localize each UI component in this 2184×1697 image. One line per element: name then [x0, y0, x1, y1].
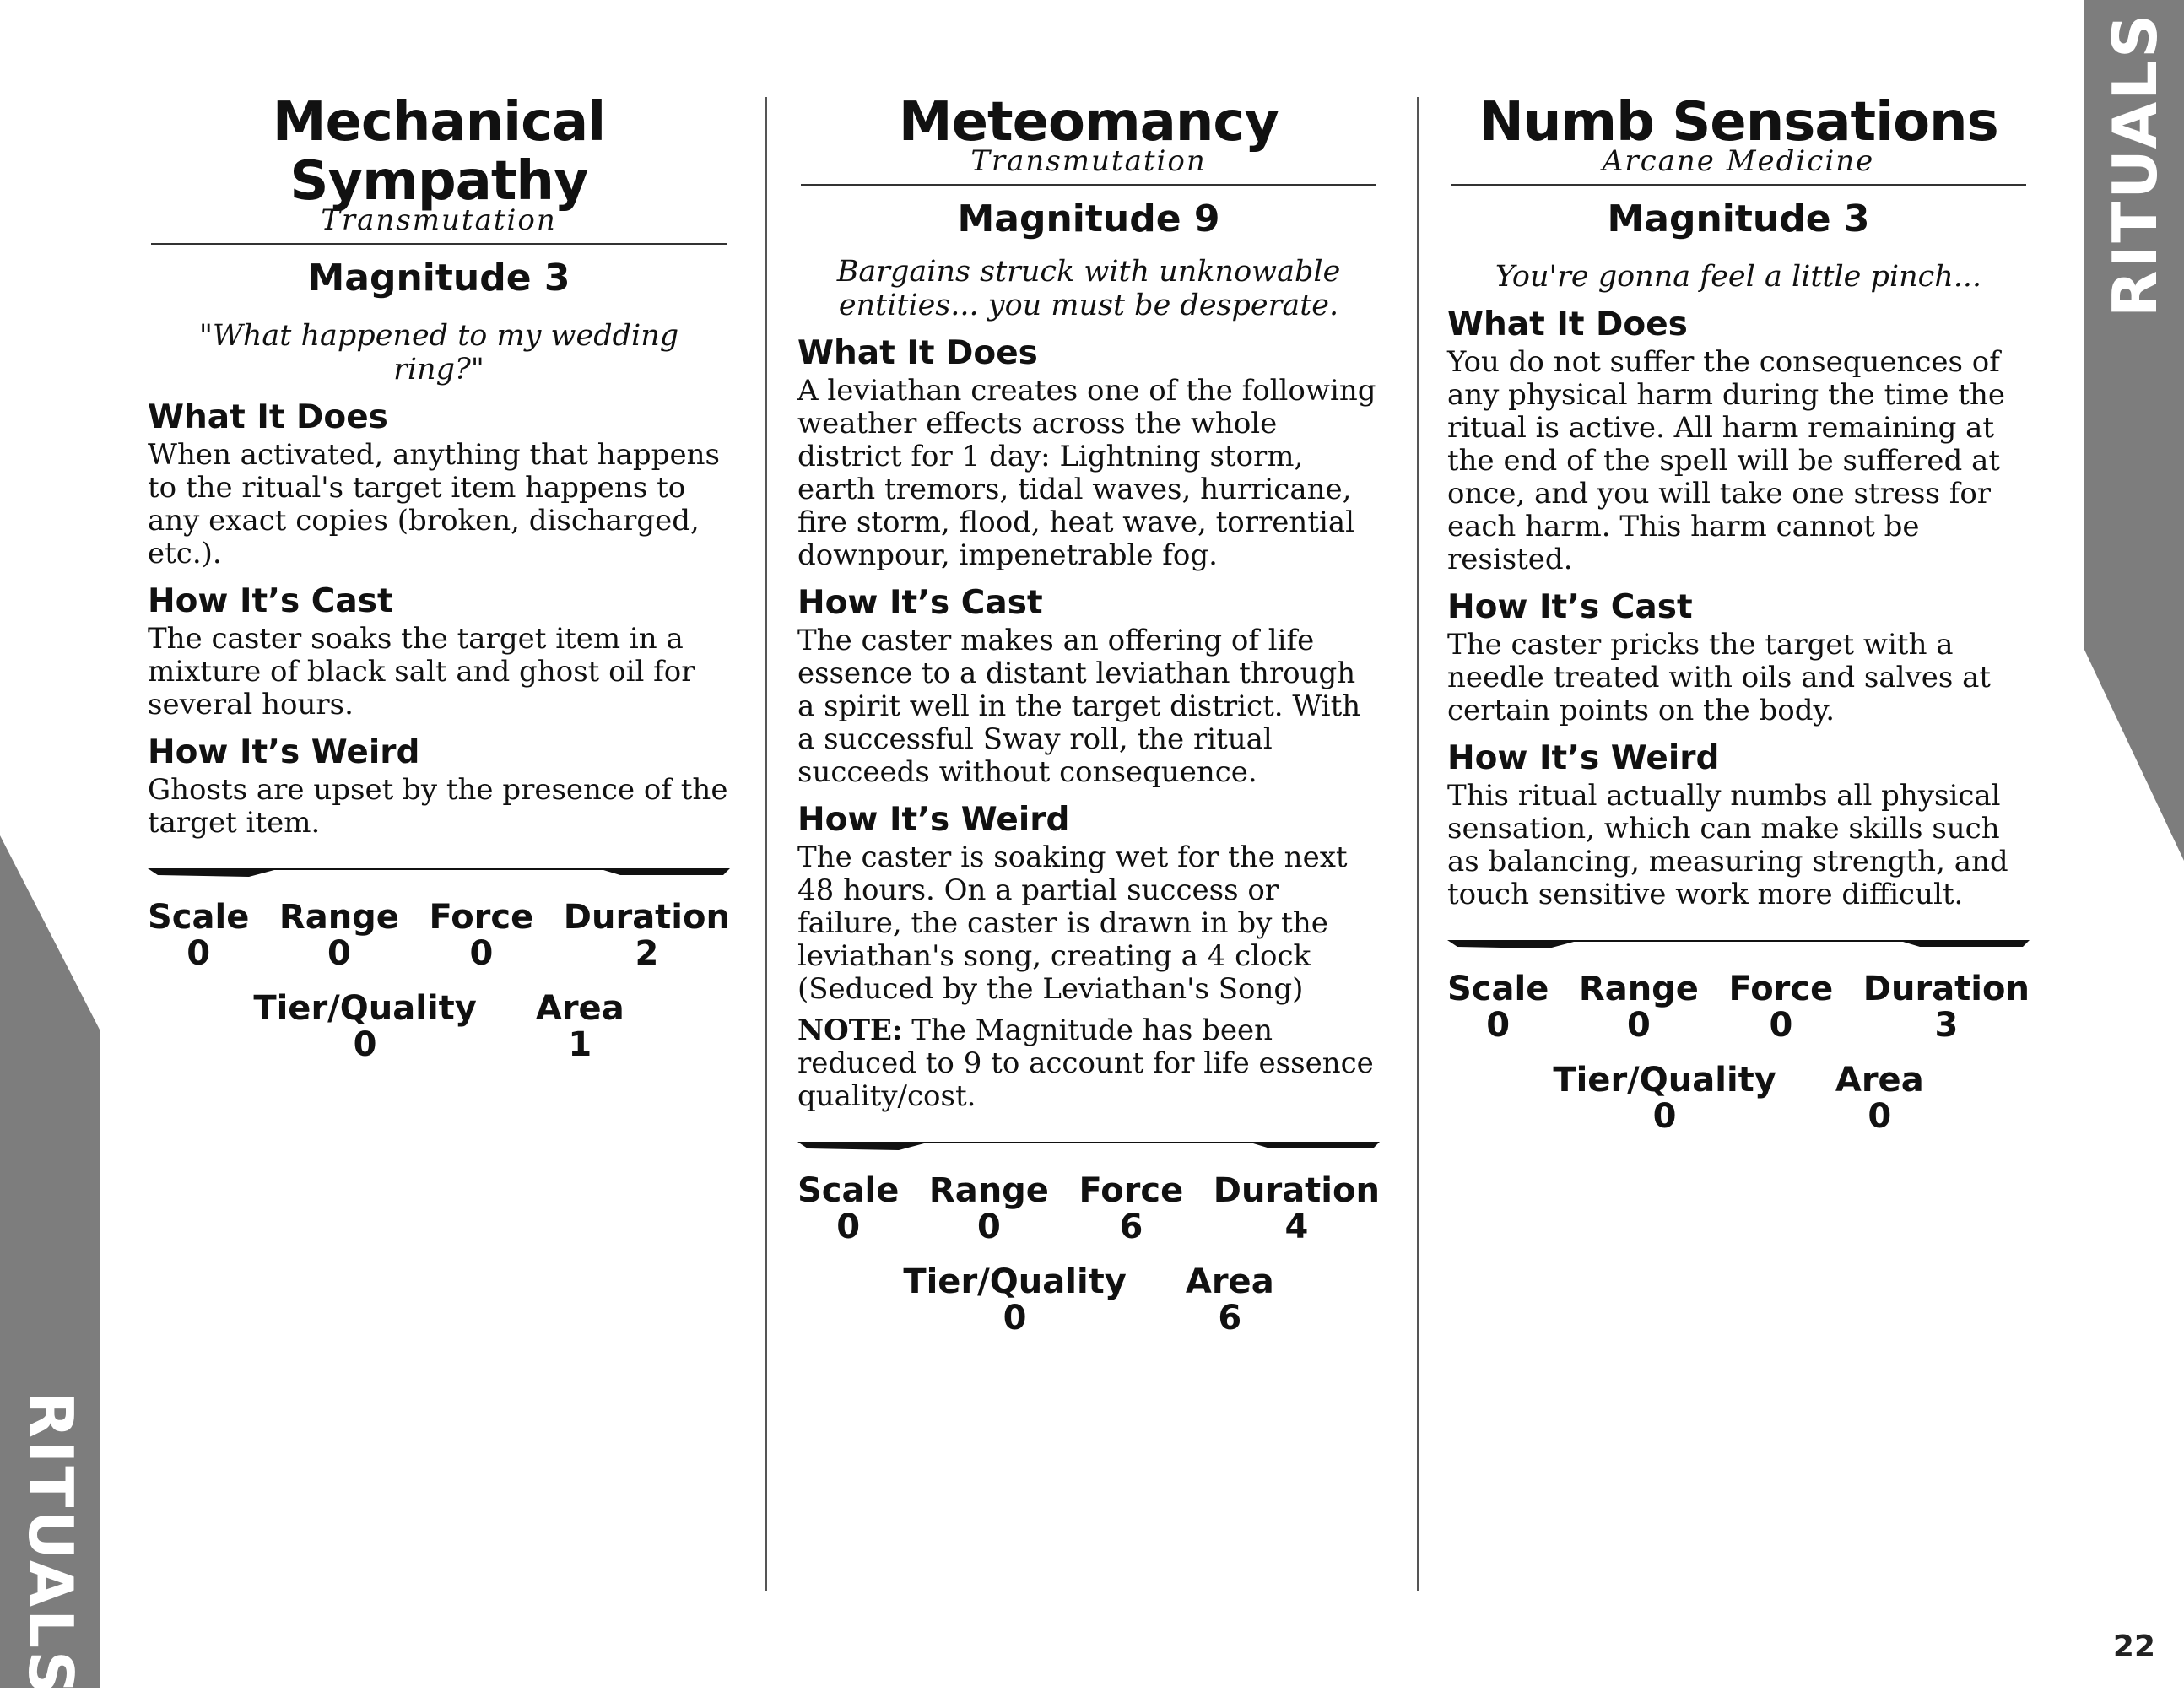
ritual-flavor: Bargains struck with unknowable entities... you must be desperate. — [836, 255, 1341, 322]
title-rule — [1451, 184, 2026, 186]
stat-area: Area 0 — [1835, 1061, 1924, 1136]
stat-area: Area 6 — [1185, 1262, 1274, 1338]
how-weird-heading: How It’s Weird — [148, 733, 420, 771]
stat-force: Force 0 — [429, 898, 534, 973]
stats-divider — [797, 1138, 1380, 1154]
stats-divider — [1447, 937, 2030, 952]
note-text — [797, 1014, 1380, 1113]
stats-divider — [148, 865, 730, 880]
ritual-school: Transmutation — [321, 203, 557, 237]
title-rule — [151, 243, 727, 245]
side-tab-left-label: RITUALS — [15, 1391, 86, 1697]
what-it-does-heading: What It Does — [148, 398, 388, 436]
how-cast-text: The caster soaks the target item in a mixture of black salt and ghost oil for several hours. — [148, 622, 695, 721]
ritual-flavor: "What happened to my wedding ring?" — [198, 319, 679, 386]
column-divider — [765, 97, 767, 1591]
stat-range: Range 0 — [278, 898, 399, 973]
side-tab-right-label: RITUALS — [2100, 11, 2170, 318]
how-cast-heading: How It’s Cast — [148, 582, 393, 620]
stat-duration: Duration 3 — [1862, 970, 2030, 1045]
note-label: NOTE: — [797, 1013, 903, 1047]
title-rule — [801, 184, 1376, 186]
what-it-does-heading: What It Does — [797, 334, 1038, 372]
ritual-card-meteomancy — [797, 93, 1380, 1336]
ritual-title: Meteomancy — [898, 91, 1279, 154]
ritual-stats — [797, 1172, 1380, 1336]
stat-range: Range 0 — [928, 1171, 1049, 1246]
ritual-school: Arcane Medicine — [1602, 144, 1875, 178]
how-cast-heading: How It’s Cast — [797, 584, 1043, 622]
what-it-does-text: You do not suffer the consequences of any physical harm during the time the ritual is active. All harm remaining at the end of the spell will be suffered at once, and you will take one stress for each harm. This harm cannot be resisted. — [1447, 345, 2005, 576]
ritual-title: Mechanical Sympathy — [272, 91, 606, 213]
side-tab-left-label-box — [15, 1391, 86, 1697]
stat-duration: Duration 2 — [563, 898, 730, 973]
stat-scale: Scale 0 — [148, 898, 250, 973]
stat-duration: Duration 4 — [1213, 1171, 1380, 1246]
side-tab-right-label-box — [2100, 11, 2170, 318]
how-cast-heading: How It’s Cast — [1447, 588, 1693, 626]
page-number: 22 — [2112, 1629, 2155, 1664]
ritual-magnitude: Magnitude 9 — [957, 197, 1220, 240]
stat-tier-quality: Tier/Quality 0 — [253, 989, 477, 1064]
stat-tier-quality: Tier/Quality 0 — [1553, 1061, 1776, 1136]
how-weird-heading: How It’s Weird — [797, 801, 1070, 839]
stat-force: Force 0 — [1728, 970, 1834, 1045]
how-cast-text: The caster pricks the target with a needle treated with oils and salves at certain points on the body. — [1447, 628, 1992, 727]
ritual-magnitude: Magnitude 3 — [1607, 197, 1870, 240]
stat-tier-quality: Tier/Quality 0 — [903, 1262, 1127, 1338]
ritual-card-numb-sensations — [1447, 93, 2030, 1134]
ritual-title: Numb Sensations — [1479, 91, 1998, 154]
what-it-does-text: A leviathan creates one of the following weather effects across the whole district for 1 day: Lightning storm, earth tremors, tidal waves, hurricane, fire storm, flood, heat wave, torrential downpour, impenetrable fog. — [797, 374, 1376, 572]
how-cast-text: The caster makes an offering of life essence to a distant leviathan through a spirit well in the target district. With a successful Sway roll, the ritual succeeds without consequence. — [797, 624, 1361, 789]
stat-scale: Scale 0 — [797, 1171, 900, 1246]
stat-force: Force 6 — [1078, 1171, 1184, 1246]
how-weird-text: Ghosts are upset by the presence of the target item. — [148, 773, 728, 840]
stat-area: Area 1 — [535, 989, 624, 1064]
how-weird-text: This ritual actually numbs all physical sensation, which can make skills such as balancing, measuring strength, and touch sensitive work more difficult. — [1447, 779, 2008, 911]
note-body: The Magnitude has been reduced to 9 to account for life essence quality/cost. — [797, 1013, 1374, 1113]
stat-range: Range 0 — [1578, 970, 1699, 1045]
ritual-card-mechanical-sympathy — [148, 93, 730, 1062]
how-weird-text: The caster is soaking wet for the next 48 hours. On a partial success or failure, the caster is drawn in by the leviathan's song, creating a 4 clock (Seduced by the Leviathan's Song) — [797, 840, 1348, 1006]
what-it-does-text: When activated, anything that happens to the ritual's target item happens to any exact copies (broken, discharged, etc.). — [148, 438, 720, 570]
stat-scale: Scale 0 — [1447, 970, 1549, 1045]
ritual-magnitude: Magnitude 3 — [307, 257, 570, 300]
ritual-school: Transmutation — [970, 144, 1207, 178]
ritual-flavor: You're gonna feel a little pinch... — [1495, 260, 1982, 294]
what-it-does-heading: What It Does — [1447, 305, 1688, 343]
ritual-stats — [148, 899, 730, 1062]
ritual-stats — [1447, 970, 2030, 1134]
column-divider — [1417, 97, 1419, 1591]
how-weird-heading: How It’s Weird — [1447, 739, 1720, 777]
